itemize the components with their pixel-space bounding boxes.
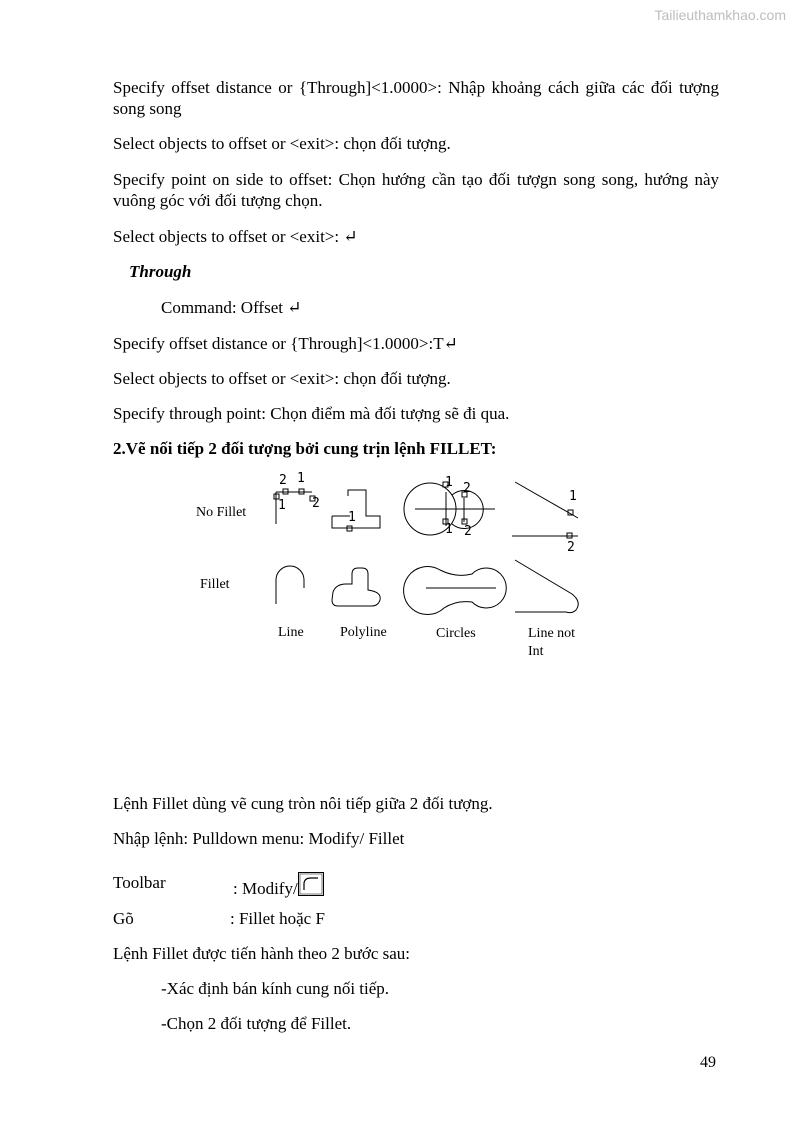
svg-text:1: 1 xyxy=(445,522,453,537)
toolbar-label: Toolbar xyxy=(113,873,166,892)
command-offset: Command: Offset ↵ xyxy=(161,298,302,317)
col-label-int: Int xyxy=(528,644,544,659)
svg-text:1: 1 xyxy=(348,510,356,525)
go-value: : Fillet hoặc F xyxy=(230,909,325,928)
row-label-no-fillet: No Fillet xyxy=(196,505,247,520)
page-number: 49 xyxy=(700,1054,716,1071)
paragraph-select-exit: Select objects to offset or <exit>: ↵ xyxy=(113,227,358,246)
svg-text:2: 2 xyxy=(279,473,287,488)
toolbar-value: : Modify/ xyxy=(233,872,324,899)
fillet-circles-shape xyxy=(404,567,507,615)
fillet-figure xyxy=(190,462,600,672)
svg-text:2: 2 xyxy=(463,481,471,496)
svg-text:2: 2 xyxy=(567,540,575,555)
col-label-line: Line xyxy=(278,625,304,640)
through-select-objects: Select objects to offset or <exit>: chọn đối tượng. xyxy=(113,369,451,388)
toolbar-line xyxy=(113,872,719,898)
paragraph-offset-distance: Specify offset distance or {Through]<1.0000>: Nhập khoảng cách giữa các đối tượng song song xyxy=(113,78,719,118)
go-line xyxy=(113,908,719,929)
step-2: -Chọn 2 đối tượng để Fillet. xyxy=(161,1014,352,1033)
polyline-shape xyxy=(332,490,380,528)
through-specify-point: Specify through point: Chọn điểm mà đối tượng sẽ đi qua. xyxy=(113,404,510,423)
fillet-intro: Lệnh Fillet dùng vẽ cung tròn nôi tiếp giữa 2 đối tượng. xyxy=(113,794,493,813)
svg-text:1: 1 xyxy=(297,471,305,486)
through-offset-distance: Specify offset distance or {Through]<1.0000>:T↵ xyxy=(113,334,458,353)
fillet-polyline-shape xyxy=(332,568,380,606)
col-label-circles: Circles xyxy=(436,626,476,641)
svg-text:1: 1 xyxy=(278,498,286,513)
svg-text:1: 1 xyxy=(569,489,577,504)
fillet-line-not-int-shape xyxy=(515,560,578,613)
svg-text:1: 1 xyxy=(445,475,453,490)
paragraph-select-objects: Select objects to offset or <exit>: chọn đối tượng. xyxy=(113,134,451,153)
col-label-polyline: Polyline xyxy=(340,625,387,640)
steps-intro: Lệnh Fillet được tiến hành theo 2 bước sau: xyxy=(113,944,411,963)
svg-text:2: 2 xyxy=(464,524,472,539)
svg-text:2: 2 xyxy=(312,496,320,511)
through-heading: Through xyxy=(129,262,192,281)
paragraph-specify-point: Specify point on side to offset: Chọn hướng cần tạo đối tượgn song song, hướng này vuông góc với đối tượng chọn. xyxy=(113,170,719,210)
go-label: Gõ xyxy=(113,909,134,928)
fillet-menu: Nhập lệnh: Pulldown menu: Modify/ Fillet xyxy=(113,829,405,848)
row-label-fillet: Fillet xyxy=(200,577,230,592)
step-1: -Xác định bán kính cung nối tiếp. xyxy=(161,979,390,998)
watermark: Tailieuthamkhao.com xyxy=(654,7,786,23)
section-heading-fillet: 2.Vẽ nối tiếp 2 đối tượng bởi cung trịn lệnh FILLET: xyxy=(113,439,497,458)
fillet-toolbar-icon[interactable] xyxy=(298,872,324,896)
fillet-line-shape xyxy=(276,566,304,604)
col-label-line-not: Line not xyxy=(528,626,576,641)
